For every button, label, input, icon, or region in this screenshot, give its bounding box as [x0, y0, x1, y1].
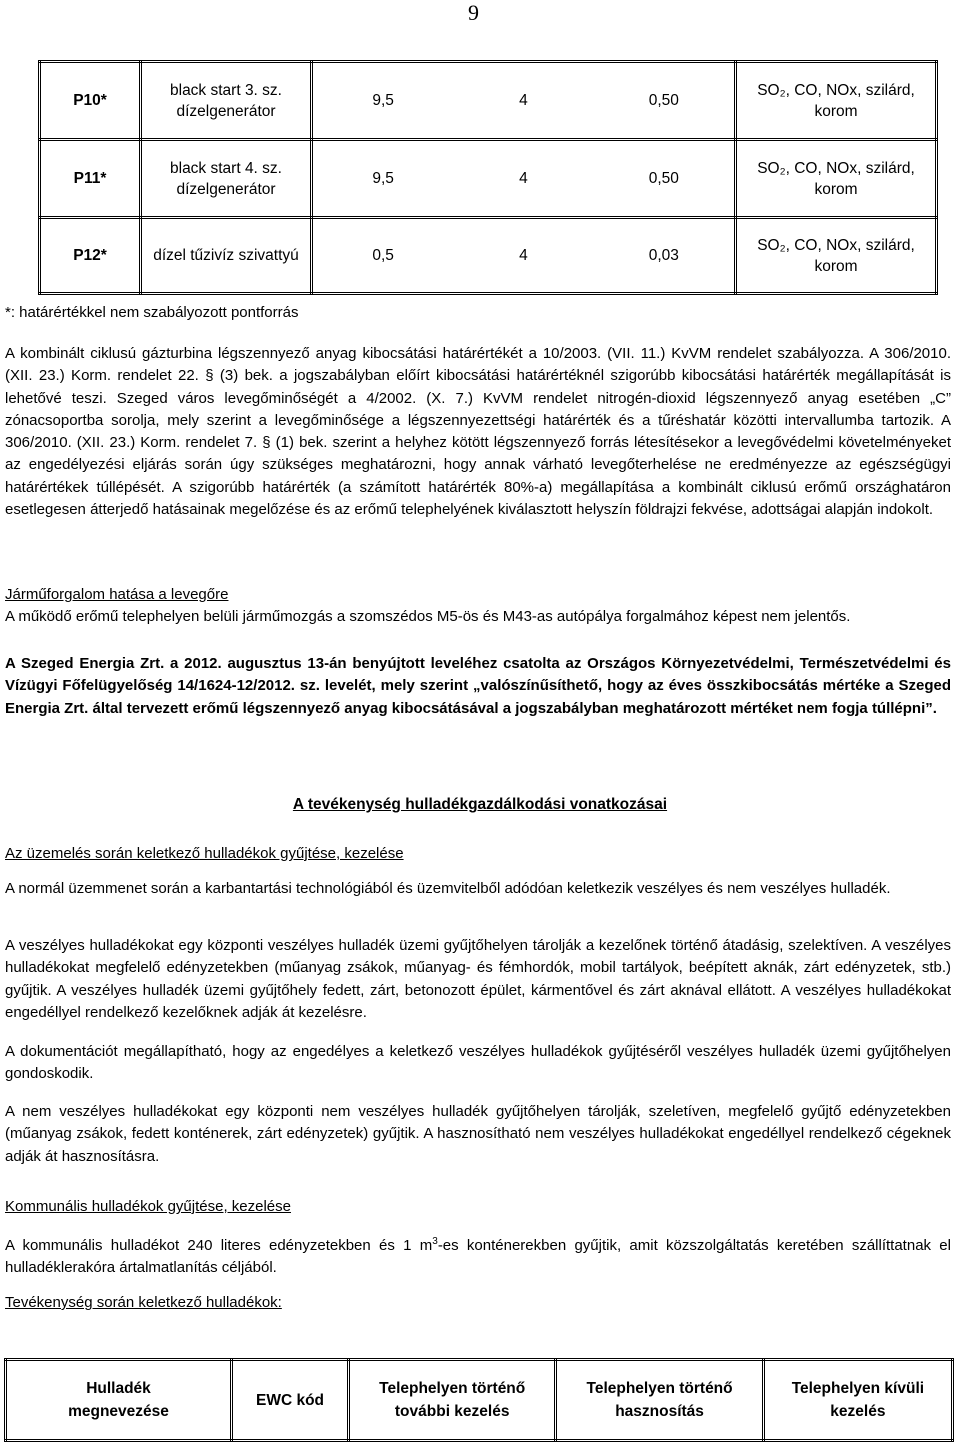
source-id: P12* [40, 218, 141, 294]
column-header: Hulladék megnevezése [6, 1360, 232, 1441]
waste-paragraph-2: A veszélyes hulladékokat egy központi veszélyes hulladék üzemi gyűjtőhelyen tárolják a kezelőnek történő átadásig, szelektíven. A veszélyes hulladékokat megfelelő edényzetekben (műanyag zsákok, műanyag- és fémhordók, mobil tartályok, beépített aknák, zárt edényzetek, stb.) gyűjtik. A veszélyes hulladék üzemi gyűjtőhely fedett, zárt, betonozott épület, kármentővel és zárt aknával ellátott. A veszélyes hulladékokat engedéllyel rendelkező kezelőknek adják át kezelésre. [5, 937, 951, 1021]
table-header-row [6, 1360, 953, 1441]
communal-paragraph: A kommunális hulladékot 240 literes edényzetekben és 1 $m^3-es$ konténerekben gyűjtik, amit közszolgáltatás keretében szállíttatnak el hulladéklerakóra ártalmatlanítás céljából. [5, 1236, 951, 1277]
column-header: Telephelyen történő további kezelés [349, 1360, 556, 1441]
activity-heading: Tevékenység során keletkező hulladékok: [5, 1294, 282, 1311]
waste-paragraph-3: A dokumentációt megállapítható, hogy az engedélyes a keletkező veszélyes hulladékok gyűjtéséről veszélyes hulladék üzemi gyűjtőhelyen gondoskodik. [5, 1043, 951, 1083]
source-values: 9,5 4 0,50 [312, 140, 736, 218]
waste-paragraph-4: A nem veszélyes hulladékokat egy központi nem veszélyes hulladék gyűjtőhelyen tárolják, szeletíven, megfelelő gyűjtő edényzetekben (műanyag zsákok, fedett konténerek, zárt edényzetek) gyűjtik. A hasznosítható nem veszélyes hulladékokat engedéllyel rendelkező cégeknek adják át hasznosításra. [5, 1103, 951, 1165]
traffic-heading: Járműforgalom hatása a levegőre [5, 586, 229, 603]
traffic-paragraph: A működő erőmű telephelyen belüli járműmozgás a szomszédos M5-ös és M43-as autópálya forgalmához képest nem jelentős. [5, 608, 851, 626]
source-pollutants: SO₂, CO, NOx, szilárd, korom [736, 140, 937, 218]
page-number: 9 [468, 0, 479, 25]
section-title: A tevékenység hulladékgazdálkodási vonatkozásai [292, 796, 668, 813]
communal-heading: Kommunális hulladékok gyűjtése, kezelése [5, 1198, 291, 1215]
traffic-section [5, 584, 951, 629]
column-header: EWC kód [232, 1360, 349, 1441]
source-values: 9,5 4 0,50 [312, 62, 736, 140]
ops-waste-heading: Az üzemelés során keletkező hulladékok gyűjtése, kezelése [5, 845, 404, 862]
emission-sources-table [38, 60, 938, 295]
source-name: black start 3. sz. dízelgenerátor [141, 62, 312, 140]
column-header: Telephelyen kívüli kezelés [763, 1360, 952, 1441]
source-name: black start 4. sz. dízelgenerátor [141, 140, 312, 218]
source-values: 0,5 4 0,03 [312, 218, 736, 294]
source-id: P10* [40, 62, 141, 140]
table-footnote: *: határértékkel nem szabályozott pontforrás [5, 304, 299, 321]
source-name: dízel tűzivíz szivattyú [141, 218, 312, 294]
regulation-paragraph: A kombinált ciklusú gázturbina légszennyező anyag kibocsátási határértékét a 10/2003. (VII. 11.) KvVM rendelet szabályozza. A 306/2010. (XII. 23.) Korm. rendelet 22. § (3) bek. a jogszabályban előírt kibocsátási határértéknél szigorúbb kibocsátási határérték megállapítását is lehetővé teszi. Szeged város levegőminőségét a 4/2002. (X. 7.) KvVM rendelet nitrogén-dioxid légszennyező anyag esetében „C” zónacsoportba sorolja, mely szerint a levegőminősége a légszennyezettségi határérték és a tűréshatár közötti intervallumba tartozik. A 306/2010. (XII. 23.) Korm. rendelet 7. § (1) bek. szerint a helyhez kötött légszennyező forrás létesítésekor a levegővédelmi követelményeket az engedélyezési eljárás során úgy szükséges meghatározni, hogy annak várható levegőterhelése ne eredményezze az egészségügyi határértékek túllépését. A szigorúbb határérték (a számított határérték 80%-a) megállapítása a kombinált ciklusú erőmű országhatáron esetlegesen átterjedő hatásainak megelőzése és az erőmű telephelyének kiválasztott helyszín földrajzi fekvése, adottságai alapján indokolt. [5, 345, 951, 519]
table-row [40, 218, 937, 294]
source-pollutants: SO₂, CO, NOx, szilárd, korom [736, 62, 937, 140]
table-row [40, 62, 937, 140]
waste-table [4, 1358, 954, 1442]
authority-paragraph: A Szeged Energia Zrt. a 2012. augusztus 13-án benyújtott leveléhez csatolta az Országos Környezetvédelmi, Természetvédelmi és Vízügyi Főfelügyelőség 14/1624-12/2012. sz. levelét, mely szerint „valószínűsíthető, hogy az éves összkibocsátás mértéke a Szeged Energia Zrt. által tervezett erőmű légszennyező anyag kibocsátásával a jogszabályban meghatározott mértéket nem fogja túllépni”. [5, 655, 951, 717]
table-row [40, 140, 937, 218]
column-header: Telephelyen történő hasznosítás [556, 1360, 763, 1441]
waste-paragraph-1: A normál üzemmenet során a karbantartási technológiából és üzemvitelből adódóan keletkezik veszélyes és nem veszélyes hulladék. [5, 880, 891, 897]
source-pollutants: SO₂, CO, NOx, szilárd, korom [736, 218, 937, 294]
source-id: P11* [40, 140, 141, 218]
